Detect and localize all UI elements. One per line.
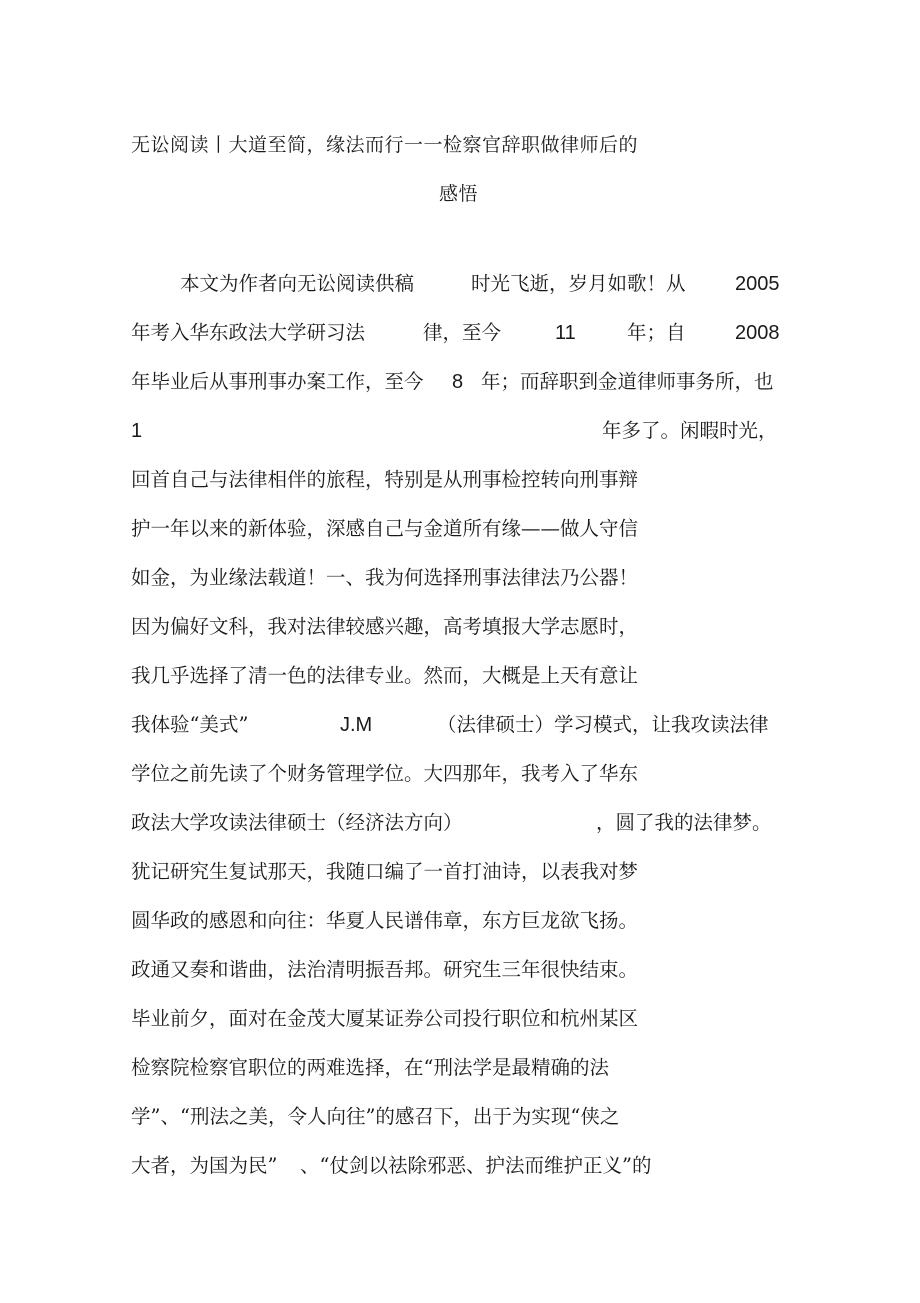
body-text: 护一年以来的新体验，深感自己与金道所有缘——做人守信 [131,517,639,540]
body-text: 年多了。闲暇时光， [602,419,778,442]
body-text: （法律硕士）学习模式，让我攻读法律 [437,713,769,736]
body-text: 年考入华东政法大学研习法 [131,321,366,344]
body-text: 我体验“美式” [131,713,249,736]
body-text: 犹记研究生复试那天，我随口编了一首打油诗，以表我对梦 [131,860,639,883]
document-title-line-2: 感悟 [439,183,479,205]
body-number: 2008 [735,322,780,344]
document-title-line-1: 无讼阅读丨大道至简，缘法而行一一检察官辞职做律师后的 [131,134,639,156]
body-text: 、“仗剑以祛除邪恶、护法而维护正义”的 [300,1154,652,1177]
body-text: 我几乎选择了清一色的法律专业。然而，大概是上天有意让 [131,664,639,687]
body-number: 1 [131,420,143,442]
body-text: 律，至今 [423,321,502,344]
body-text: 回首自己与法律相伴的旅程，特别是从刑事检控转向刑事辩 [131,468,639,491]
body-text: 毕业前夕，面对在金茂大厦某证券公司投行职位和杭州某区 [131,1007,639,1030]
body-text: J.M [340,714,373,736]
body-text: 本文为作者向无讼阅读供稿 [180,272,415,295]
body-number: 8 [452,371,464,393]
body-text: 时光飞逝，岁月如歌！从 [471,272,686,295]
body-text: 大者，为国为民” [131,1154,278,1177]
body-text: 年；而辞职到金道律师事务所，也 [481,370,774,393]
body-number: 11 [555,322,576,344]
body-text: 如金，为业缘法载道！一、我为何选择刑事法律法乃公器！ [131,566,639,589]
body-text: ，圆了我的法律梦。 [596,811,772,834]
body-text: 年毕业后从事刑事办案工作，至今 [131,370,424,393]
body-text: 学位之前先读了个财务管理学位。大四那年，我考入了华东 [131,762,639,785]
body-text: 圆华政的感恩和向往：华夏人民谱伟章，东方巨龙欲飞扬。 [131,909,639,932]
body-text: 政法大学攻读法律硕士（经济法方向） [131,811,463,834]
body-text: 因为偏好文科，我对法律较感兴趣，高考填报大学志愿时， [131,615,639,638]
body-text: 年；自 [627,321,686,344]
body-text: 政通又奏和谐曲，法治清明振吾邦。研究生三年很快结束。 [131,958,639,981]
body-number: 2005 [735,273,780,295]
body-text: 学”、“刑法之美，令人向往”的感召下，出于为实现“侠之 [131,1105,620,1128]
body-text: 检察院检察官职位的两难选择，在“刑法学是最精确的法 [131,1056,609,1079]
